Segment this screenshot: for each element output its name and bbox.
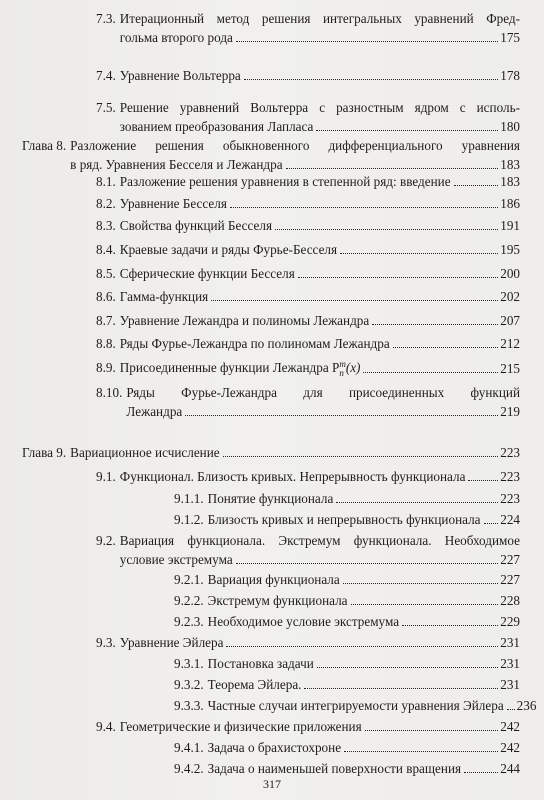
- page-ref: 175: [500, 30, 520, 45]
- entry-title: Лежандра: [126, 404, 183, 419]
- math-superscript: m n: [339, 358, 346, 378]
- toc-entry-8-2[interactable]: [96, 194, 520, 213]
- entry-number: 9.3.1.: [174, 656, 204, 671]
- page-ref: 183: [500, 157, 520, 172]
- entry-number: 9.3.: [96, 635, 116, 650]
- page-ref: 236: [516, 698, 537, 713]
- entry-title-line1: Итерационный метод решения интегральных уравнений Фред-: [119, 11, 520, 26]
- entry-title: Функционал. Близость кривых. Непрерывность функционала: [119, 469, 466, 484]
- entry-title: Вариационное исчисление: [70, 445, 220, 460]
- leader-dots: [230, 207, 498, 208]
- entry-number: 9.3.2.: [174, 677, 204, 692]
- toc-chapter-8[interactable]: [22, 136, 520, 174]
- page-ref: 178: [500, 68, 520, 83]
- entry-number: 9.4.2.: [174, 761, 204, 776]
- entry-number: 8.5.: [96, 266, 116, 281]
- entry-number: 9.1.: [96, 469, 116, 484]
- toc-entry-7-3[interactable]: [96, 9, 520, 47]
- page-ref: 183: [500, 174, 520, 189]
- leader-dots: [304, 688, 498, 689]
- entry-number: 8.6.: [96, 289, 116, 304]
- leader-dots: [211, 300, 498, 301]
- page-ref: 231: [500, 656, 520, 671]
- page-ref: 224: [500, 512, 520, 527]
- entry-number: 7.5.: [96, 100, 116, 115]
- entry-title: Краевые задачи и ряды Фурье-Бесселя: [119, 242, 338, 257]
- page-ref: 180: [500, 119, 520, 134]
- page-ref: 229: [500, 614, 520, 629]
- leader-dots: [244, 79, 498, 80]
- entry-number: 9.2.3.: [174, 614, 204, 629]
- entry-number: 8.9.: [96, 360, 116, 375]
- entry-title: Экстремум функционала: [207, 593, 348, 608]
- entry-title-line1: Решение уравнений Вольтерра с разностным ядром с исполь-: [119, 100, 520, 115]
- entry-title: Сферические функции Бесселя: [119, 266, 295, 281]
- toc-entry-8-1[interactable]: [96, 172, 520, 191]
- toc-entry-8-4[interactable]: [96, 240, 520, 259]
- page-ref: 244: [500, 761, 520, 776]
- entry-title: Необходимое условие экстремума: [207, 614, 400, 629]
- leader-dots: [185, 415, 498, 416]
- leader-dots: [317, 667, 498, 668]
- entry-title: [120, 358, 361, 378]
- page-ref: 207: [500, 313, 520, 328]
- toc-entry-7-4[interactable]: [96, 66, 520, 85]
- entry-title: гольма второго рода: [119, 30, 233, 45]
- entry-number: 9.2.: [96, 533, 116, 548]
- entry-title: Ряды Фурье-Лежандра по полиномам Лежандра: [119, 336, 390, 351]
- leader-dots: [343, 583, 498, 584]
- leader-dots: [226, 646, 498, 647]
- entry-title-line1: Вариация функционала. Экстремум функционала. Необходимое: [119, 533, 520, 548]
- leader-dots: [316, 130, 498, 131]
- entry-title: Геометрические и физические приложения: [119, 719, 362, 734]
- entry-title: условие экстремума: [119, 552, 233, 567]
- leader-dots: [340, 253, 498, 254]
- toc-entry-9-1[interactable]: [96, 467, 520, 486]
- toc-entry-9-3[interactable]: [96, 633, 520, 652]
- entry-title: Уравнение Бесселя: [119, 196, 227, 211]
- entry-title: Понятие функционала: [207, 491, 334, 506]
- toc-entry-9-2[interactable]: [96, 531, 520, 569]
- entry-title: Гамма-функция: [119, 289, 209, 304]
- entry-number: 8.2.: [96, 196, 116, 211]
- entry-number: 9.2.1.: [174, 572, 204, 587]
- chapter-number: Глава 9.: [22, 445, 67, 460]
- toc-entry-8-5[interactable]: [96, 264, 520, 283]
- page-ref: 242: [500, 740, 520, 755]
- entry-number: 8.10.: [96, 385, 123, 400]
- page-ref: 215: [500, 360, 520, 376]
- entry-number: 9.1.1.: [174, 491, 204, 506]
- entry-title: Уравнение Эйлера: [119, 635, 224, 650]
- entry-title: Постановка задачи: [207, 656, 314, 671]
- toc-entry-9-3-2[interactable]: [174, 675, 520, 694]
- entry-number: 8.7.: [96, 313, 116, 328]
- entry-title-line1: Ряды Фурье-Лежандра для присоединенных функций: [126, 385, 520, 400]
- page-ref: 227: [500, 572, 520, 587]
- leader-dots: [336, 502, 498, 503]
- toc-entry-9-4-2[interactable]: [174, 759, 520, 778]
- page-ref: 231: [500, 677, 520, 692]
- toc-entry-8-8[interactable]: [96, 334, 520, 353]
- leader-dots: [351, 604, 499, 605]
- entry-title: Задача о наименьшей поверхности вращения: [207, 761, 462, 776]
- entry-number: 9.4.: [96, 719, 116, 734]
- entry-title: Теорема Эйлера.: [207, 677, 302, 692]
- toc-entry-9-2-1[interactable]: [174, 570, 520, 589]
- entry-title: Частные случаи интегрируемости уравнения Эйлера: [207, 698, 504, 713]
- leader-dots: [286, 168, 499, 169]
- entry-title: Вариация функционала: [207, 572, 340, 587]
- leader-dots: [484, 523, 499, 524]
- page-ref: 195: [500, 242, 520, 257]
- entry-title: в ряд. Уравнения Бесселя и Лежандра: [70, 157, 283, 172]
- entry-number: 9.3.3.: [174, 698, 204, 713]
- toc-chapter-9[interactable]: [22, 443, 520, 462]
- leader-dots: [507, 709, 515, 710]
- entry-number: 8.3.: [96, 218, 116, 233]
- page-ref: 202: [500, 289, 520, 304]
- page-ref: 223: [500, 491, 520, 506]
- toc-entry-9-2-3[interactable]: [174, 612, 520, 631]
- toc-entry-9-4-1[interactable]: [174, 738, 520, 757]
- leader-dots: [372, 324, 498, 325]
- entry-number: 9.4.1.: [174, 740, 204, 755]
- entry-title: Уравнение Вольтерра: [119, 68, 241, 83]
- page-ref: 191: [500, 218, 520, 233]
- leader-dots: [275, 229, 498, 230]
- toc-entry-8-7[interactable]: [96, 311, 520, 330]
- entry-number: 7.4.: [96, 68, 116, 83]
- leader-dots: [344, 751, 498, 752]
- toc-entry-9-2-2[interactable]: [174, 591, 520, 610]
- leader-dots: [236, 41, 498, 42]
- page-ref: 223: [500, 469, 520, 484]
- math-argument: (x): [345, 360, 361, 375]
- leader-dots: [365, 730, 499, 731]
- entry-title-text: Присоединенные функции Лежандра P: [119, 360, 340, 375]
- leader-dots: [393, 347, 499, 348]
- page-ref: 186: [500, 196, 520, 211]
- page-ref: 231: [500, 635, 520, 650]
- toc-entry-8-10[interactable]: [96, 383, 520, 421]
- leader-dots: [454, 185, 499, 186]
- leader-dots: [468, 480, 498, 481]
- toc-entry-9-1-1[interactable]: [174, 489, 520, 508]
- page-number: 317: [263, 777, 281, 791]
- toc-entry-8-6[interactable]: [96, 287, 520, 306]
- page-ref: 223: [500, 445, 520, 460]
- entry-title: зованием преобразования Лапласа: [119, 119, 314, 134]
- toc-entry-9-3-3[interactable]: [174, 696, 537, 715]
- leader-dots: [464, 772, 498, 773]
- entry-number: 8.1.: [96, 174, 116, 189]
- entry-number: 7.3.: [96, 11, 116, 26]
- entry-title-line1: Разложение решения обыкновенного дифференциального уравнения: [70, 138, 520, 153]
- page-ref: 242: [500, 719, 520, 734]
- page-ref: 200: [500, 266, 520, 281]
- page-ref: 227: [500, 552, 520, 567]
- toc-entry-9-4[interactable]: [96, 717, 520, 736]
- toc-entry-7-5[interactable]: [96, 98, 520, 136]
- entry-title: Разложение решения уравнения в степенной ряд: введение: [119, 174, 451, 189]
- leader-dots: [223, 456, 499, 457]
- page-ref: 212: [500, 336, 520, 351]
- chapter-number: Глава 8.: [22, 138, 67, 153]
- toc-entry-9-3-1[interactable]: [174, 654, 520, 673]
- page-ref: 219: [500, 404, 520, 419]
- entry-number: 8.8.: [96, 336, 116, 351]
- leader-dots: [298, 277, 498, 278]
- toc-entry-8-3[interactable]: [96, 216, 520, 235]
- entry-title: Задача о брахистохроне: [207, 740, 342, 755]
- entry-number: 9.1.2.: [174, 512, 204, 527]
- entry-number: 9.2.2.: [174, 593, 204, 608]
- page-ref: 228: [500, 593, 520, 608]
- leader-dots: [363, 372, 498, 373]
- entry-title: Свойства функций Бесселя: [119, 218, 273, 233]
- entry-title: Уравнение Лежандра и полиномы Лежандра: [119, 313, 370, 328]
- entry-title: Близость кривых и непрерывность функционала: [207, 512, 481, 527]
- leader-dots: [402, 625, 498, 626]
- leader-dots: [236, 563, 499, 564]
- toc-entry-9-1-2[interactable]: [174, 510, 520, 529]
- entry-number: 8.4.: [96, 242, 116, 257]
- toc-entry-8-9[interactable]: [96, 358, 520, 378]
